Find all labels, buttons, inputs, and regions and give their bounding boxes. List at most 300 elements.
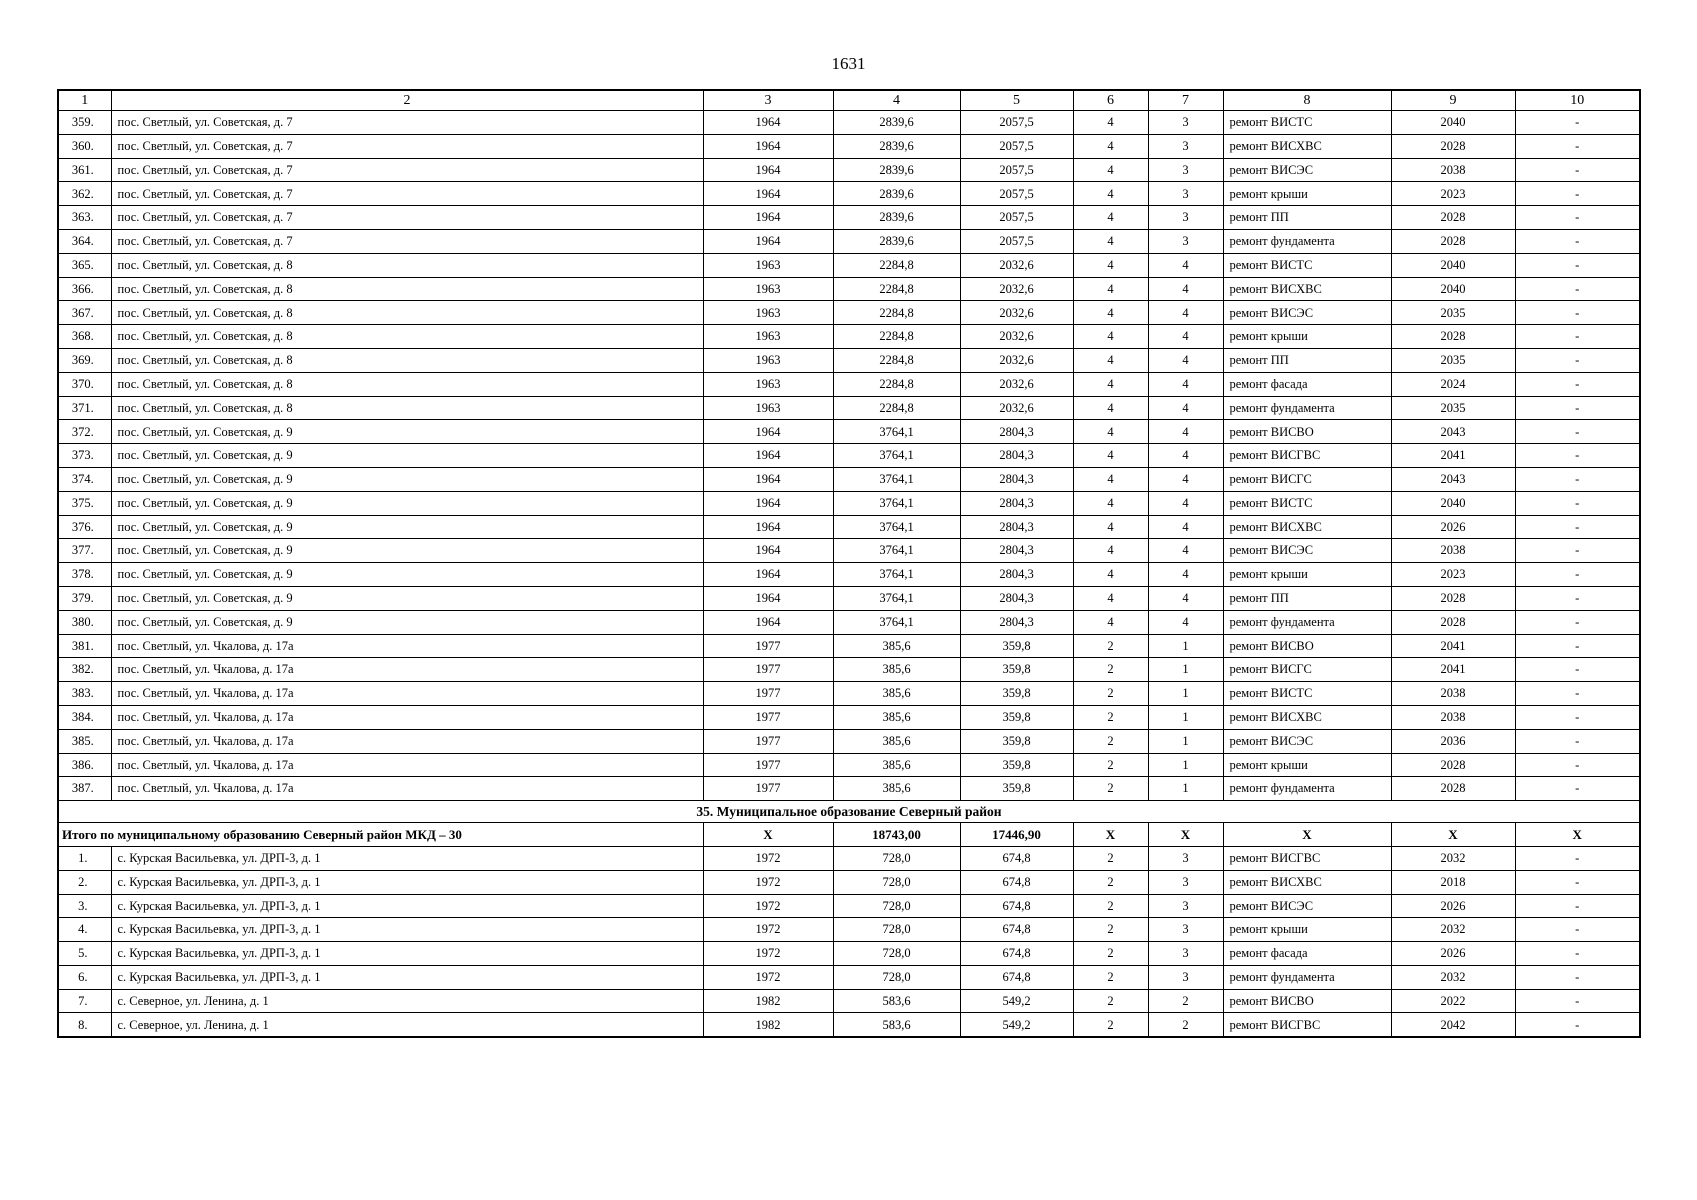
total-area-cell: 3764,1 [833, 467, 960, 491]
note-cell: - [1515, 965, 1640, 989]
note-cell: - [1515, 705, 1640, 729]
planned-year-cell: 2028 [1391, 325, 1515, 349]
planned-year-cell: 2028 [1391, 206, 1515, 230]
year-cell: 1977 [703, 705, 833, 729]
entrances-cell: 4 [1148, 420, 1223, 444]
floors-cell: 4 [1073, 229, 1148, 253]
address-cell: с. Северное, ул. Ленина, д. 1 [111, 989, 703, 1013]
year-cell: 1972 [703, 846, 833, 870]
entrances-cell: 4 [1148, 467, 1223, 491]
floors-cell: 4 [1073, 277, 1148, 301]
work-type-cell: ремонт фасада [1223, 942, 1391, 966]
table-row [58, 753, 1640, 777]
row-number-cell: 379. [58, 586, 111, 610]
note-cell: - [1515, 467, 1640, 491]
entrances-cell: 1 [1148, 634, 1223, 658]
floors-cell: 4 [1073, 348, 1148, 372]
work-type-cell: ремонт ПП [1223, 586, 1391, 610]
living-area-cell: 2057,5 [960, 111, 1073, 135]
entrances-cell: 1 [1148, 777, 1223, 801]
address-cell: пос. Светлый, ул. Советская, д. 8 [111, 396, 703, 420]
total-living-area: 17446,90 [960, 823, 1073, 847]
address-cell: пос. Светлый, ул. Советская, д. 8 [111, 301, 703, 325]
address-cell: с. Курская Васильевка, ул. ДРП-3, д. 1 [111, 846, 703, 870]
table-row [58, 134, 1640, 158]
total-entrances: X [1148, 823, 1223, 847]
row-number-cell: 1. [58, 846, 111, 870]
work-type-cell: ремонт ВИСХВС [1223, 705, 1391, 729]
total-area-cell: 728,0 [833, 965, 960, 989]
floors-cell: 4 [1073, 158, 1148, 182]
header-cell-planned-year: 9 [1391, 90, 1515, 111]
floors-cell: 2 [1073, 753, 1148, 777]
table-row [58, 1013, 1640, 1037]
floors-cell: 4 [1073, 539, 1148, 563]
planned-year-cell: 2038 [1391, 158, 1515, 182]
address-cell: пос. Светлый, ул. Советская, д. 9 [111, 610, 703, 634]
living-area-cell: 2032,6 [960, 253, 1073, 277]
note-cell: - [1515, 182, 1640, 206]
total-area-cell: 385,6 [833, 634, 960, 658]
row-number-cell: 384. [58, 705, 111, 729]
row-number-cell: 361. [58, 158, 111, 182]
table-row [58, 777, 1640, 801]
floors-cell: 4 [1073, 206, 1148, 230]
note-cell: - [1515, 158, 1640, 182]
floors-cell: 4 [1073, 253, 1148, 277]
floors-cell: 2 [1073, 918, 1148, 942]
total-area-cell: 728,0 [833, 846, 960, 870]
work-type-cell: ремонт фундамента [1223, 229, 1391, 253]
planned-year-cell: 2023 [1391, 182, 1515, 206]
floors-cell: 4 [1073, 325, 1148, 349]
address-cell: с. Курская Васильевка, ул. ДРП-3, д. 1 [111, 965, 703, 989]
year-cell: 1963 [703, 372, 833, 396]
note-cell: - [1515, 610, 1640, 634]
address-cell: пос. Светлый, ул. Советская, д. 8 [111, 372, 703, 396]
floors-cell: 2 [1073, 989, 1148, 1013]
total-area-cell: 728,0 [833, 942, 960, 966]
living-area-cell: 2804,3 [960, 515, 1073, 539]
total-area-cell: 3764,1 [833, 586, 960, 610]
work-type-cell: ремонт фундамента [1223, 777, 1391, 801]
year-cell: 1963 [703, 325, 833, 349]
total-area-cell: 2284,8 [833, 396, 960, 420]
table-row [58, 158, 1640, 182]
entrances-cell: 4 [1148, 301, 1223, 325]
floors-cell: 2 [1073, 634, 1148, 658]
entrances-cell: 4 [1148, 515, 1223, 539]
planned-year-cell: 2038 [1391, 705, 1515, 729]
total-year: X [703, 823, 833, 847]
row-number-cell: 364. [58, 229, 111, 253]
planned-year-cell: 2018 [1391, 870, 1515, 894]
address-cell: с. Курская Васильевка, ул. ДРП-3, д. 1 [111, 870, 703, 894]
living-area-cell: 2804,3 [960, 586, 1073, 610]
year-cell: 1964 [703, 229, 833, 253]
year-cell: 1964 [703, 420, 833, 444]
row-number-cell: 366. [58, 277, 111, 301]
planned-year-cell: 2043 [1391, 420, 1515, 444]
row-number-cell: 377. [58, 539, 111, 563]
address-cell: пос. Светлый, ул. Чкалова, д. 17а [111, 705, 703, 729]
planned-year-cell: 2041 [1391, 634, 1515, 658]
work-type-cell: ремонт ВИСГВС [1223, 1013, 1391, 1037]
header-cell-entrances: 7 [1148, 90, 1223, 111]
address-cell: пос. Светлый, ул. Советская, д. 8 [111, 348, 703, 372]
entrances-cell: 4 [1148, 444, 1223, 468]
total-area-cell: 2284,8 [833, 325, 960, 349]
note-cell: - [1515, 729, 1640, 753]
year-cell: 1964 [703, 111, 833, 135]
total-area-cell: 3764,1 [833, 610, 960, 634]
address-cell: пос. Светлый, ул. Чкалова, д. 17а [111, 729, 703, 753]
row-number-cell: 372. [58, 420, 111, 444]
floors-cell: 2 [1073, 658, 1148, 682]
year-cell: 1963 [703, 301, 833, 325]
table-row [58, 277, 1640, 301]
living-area-cell: 2804,3 [960, 491, 1073, 515]
note-cell: - [1515, 111, 1640, 135]
living-area-cell: 359,8 [960, 729, 1073, 753]
planned-year-cell: 2022 [1391, 989, 1515, 1013]
living-area-cell: 549,2 [960, 989, 1073, 1013]
row-number-cell: 2. [58, 870, 111, 894]
work-type-cell: ремонт ВИСВО [1223, 420, 1391, 444]
note-cell: - [1515, 134, 1640, 158]
total-area-cell: 3764,1 [833, 491, 960, 515]
floors-cell: 2 [1073, 705, 1148, 729]
work-type-cell: ремонт ВИСЭС [1223, 894, 1391, 918]
planned-year-cell: 2041 [1391, 444, 1515, 468]
section-title: 35. Муниципальное образование Северный район [58, 801, 1640, 823]
planned-year-cell: 2028 [1391, 134, 1515, 158]
year-cell: 1982 [703, 989, 833, 1013]
work-type-cell: ремонт ВИСТС [1223, 682, 1391, 706]
total-area: 18743,00 [833, 823, 960, 847]
total-area-cell: 385,6 [833, 658, 960, 682]
total-area-cell: 2284,8 [833, 277, 960, 301]
row-number-cell: 3. [58, 894, 111, 918]
planned-year-cell: 2028 [1391, 777, 1515, 801]
total-area-cell: 2284,8 [833, 348, 960, 372]
work-type-cell: ремонт крыши [1223, 753, 1391, 777]
note-cell: - [1515, 206, 1640, 230]
table-row [58, 846, 1640, 870]
total-area-cell: 2839,6 [833, 206, 960, 230]
entrances-cell: 4 [1148, 253, 1223, 277]
row-number-cell: 375. [58, 491, 111, 515]
table-row [58, 870, 1640, 894]
header-cell-floors: 6 [1073, 90, 1148, 111]
note-cell: - [1515, 753, 1640, 777]
entrances-cell: 1 [1148, 682, 1223, 706]
work-type-cell: ремонт ВИСВО [1223, 634, 1391, 658]
header-row [58, 90, 1640, 111]
note-cell: - [1515, 539, 1640, 563]
entrances-cell: 3 [1148, 965, 1223, 989]
note-cell: - [1515, 515, 1640, 539]
row-number-cell: 365. [58, 253, 111, 277]
total-area-cell: 728,0 [833, 918, 960, 942]
entrances-cell: 1 [1148, 729, 1223, 753]
table-row [58, 396, 1640, 420]
floors-cell: 4 [1073, 610, 1148, 634]
table-row [58, 705, 1640, 729]
living-area-cell: 359,8 [960, 705, 1073, 729]
work-type-cell: ремонт ВИСТС [1223, 111, 1391, 135]
living-area-cell: 2032,6 [960, 396, 1073, 420]
entrances-cell: 1 [1148, 658, 1223, 682]
note-cell: - [1515, 894, 1640, 918]
note-cell: - [1515, 229, 1640, 253]
work-type-cell: ремонт ВИСГВС [1223, 846, 1391, 870]
total-area-cell: 583,6 [833, 989, 960, 1013]
table-row [58, 658, 1640, 682]
address-cell: пос. Светлый, ул. Советская, д. 9 [111, 539, 703, 563]
floors-cell: 2 [1073, 1013, 1148, 1037]
year-cell: 1964 [703, 444, 833, 468]
planned-year-cell: 2042 [1391, 1013, 1515, 1037]
table-row [58, 467, 1640, 491]
living-area-cell: 674,8 [960, 918, 1073, 942]
address-cell: пос. Светлый, ул. Советская, д. 9 [111, 515, 703, 539]
work-type-cell: ремонт ВИСХВС [1223, 870, 1391, 894]
planned-year-cell: 2028 [1391, 610, 1515, 634]
planned-year-cell: 2023 [1391, 563, 1515, 587]
total-area-cell: 583,6 [833, 1013, 960, 1037]
row-number-cell: 368. [58, 325, 111, 349]
table-row [58, 539, 1640, 563]
planned-year-cell: 2032 [1391, 965, 1515, 989]
table-row [58, 942, 1640, 966]
floors-cell: 4 [1073, 563, 1148, 587]
entrances-cell: 3 [1148, 870, 1223, 894]
address-cell: пос. Светлый, ул. Чкалова, д. 17а [111, 682, 703, 706]
entrances-cell: 3 [1148, 846, 1223, 870]
note-cell: - [1515, 1013, 1640, 1037]
total-work-type: X [1223, 823, 1391, 847]
total-label: Итого по муниципальному образованию Северный район МКД – 30 [58, 823, 703, 847]
entrances-cell: 4 [1148, 563, 1223, 587]
table-row [58, 229, 1640, 253]
total-planned-year: X [1391, 823, 1515, 847]
row-number-cell: 363. [58, 206, 111, 230]
entrances-cell: 2 [1148, 1013, 1223, 1037]
total-area-cell: 385,6 [833, 777, 960, 801]
living-area-cell: 2032,6 [960, 372, 1073, 396]
total-area-cell: 2839,6 [833, 229, 960, 253]
year-cell: 1972 [703, 894, 833, 918]
entrances-cell: 3 [1148, 182, 1223, 206]
note-cell: - [1515, 846, 1640, 870]
year-cell: 1982 [703, 1013, 833, 1037]
planned-year-cell: 2024 [1391, 372, 1515, 396]
year-cell: 1977 [703, 682, 833, 706]
planned-year-cell: 2026 [1391, 515, 1515, 539]
note-cell: - [1515, 870, 1640, 894]
floors-cell: 4 [1073, 134, 1148, 158]
entrances-cell: 1 [1148, 705, 1223, 729]
floors-cell: 2 [1073, 777, 1148, 801]
year-cell: 1964 [703, 491, 833, 515]
floors-cell: 4 [1073, 444, 1148, 468]
year-cell: 1964 [703, 182, 833, 206]
note-cell: - [1515, 563, 1640, 587]
row-number-cell: 387. [58, 777, 111, 801]
planned-year-cell: 2032 [1391, 846, 1515, 870]
floors-cell: 4 [1073, 420, 1148, 444]
table-row [58, 325, 1640, 349]
work-type-cell: ремонт ВИСГС [1223, 658, 1391, 682]
year-cell: 1964 [703, 134, 833, 158]
address-cell: с. Северное, ул. Ленина, д. 1 [111, 1013, 703, 1037]
work-type-cell: ремонт фундамента [1223, 610, 1391, 634]
row-number-cell: 378. [58, 563, 111, 587]
note-cell: - [1515, 989, 1640, 1013]
address-cell: пос. Светлый, ул. Советская, д. 7 [111, 158, 703, 182]
floors-cell: 4 [1073, 372, 1148, 396]
row-number-cell: 380. [58, 610, 111, 634]
entrances-cell: 4 [1148, 277, 1223, 301]
address-cell: пос. Светлый, ул. Советская, д. 7 [111, 111, 703, 135]
living-area-cell: 2057,5 [960, 158, 1073, 182]
total-area-cell: 3764,1 [833, 563, 960, 587]
note-cell: - [1515, 420, 1640, 444]
address-cell: пос. Светлый, ул. Советская, д. 9 [111, 491, 703, 515]
work-type-cell: ремонт фасада [1223, 372, 1391, 396]
table-row [58, 206, 1640, 230]
total-area-cell: 385,6 [833, 753, 960, 777]
year-cell: 1963 [703, 277, 833, 301]
note-cell: - [1515, 682, 1640, 706]
planned-year-cell: 2035 [1391, 396, 1515, 420]
row-number-cell: 369. [58, 348, 111, 372]
entrances-cell: 4 [1148, 491, 1223, 515]
total-note: X [1515, 823, 1640, 847]
entrances-cell: 4 [1148, 372, 1223, 396]
work-type-cell: ремонт ВИСЭС [1223, 158, 1391, 182]
address-cell: пос. Светлый, ул. Советская, д. 7 [111, 134, 703, 158]
header-cell-work-type: 8 [1223, 90, 1391, 111]
floors-cell: 4 [1073, 396, 1148, 420]
work-type-cell: ремонт фундамента [1223, 396, 1391, 420]
work-type-cell: ремонт ВИСХВС [1223, 515, 1391, 539]
note-cell: - [1515, 325, 1640, 349]
year-cell: 1977 [703, 634, 833, 658]
entrances-cell: 3 [1148, 134, 1223, 158]
table-row [58, 729, 1640, 753]
work-type-cell: ремонт крыши [1223, 563, 1391, 587]
floors-cell: 4 [1073, 515, 1148, 539]
note-cell: - [1515, 253, 1640, 277]
work-type-cell: ремонт ВИСТС [1223, 253, 1391, 277]
work-type-cell: ремонт ВИСГС [1223, 467, 1391, 491]
table-row [58, 918, 1640, 942]
work-type-cell: ремонт фундамента [1223, 965, 1391, 989]
living-area-cell: 2804,3 [960, 444, 1073, 468]
year-cell: 1963 [703, 396, 833, 420]
floors-cell: 4 [1073, 111, 1148, 135]
work-type-cell: ремонт ВИСЭС [1223, 301, 1391, 325]
total-area-cell: 2839,6 [833, 111, 960, 135]
work-type-cell: ремонт ВИСГВС [1223, 444, 1391, 468]
planned-year-cell: 2032 [1391, 918, 1515, 942]
address-cell: пос. Светлый, ул. Советская, д. 9 [111, 420, 703, 444]
floors-cell: 4 [1073, 301, 1148, 325]
table-row [58, 372, 1640, 396]
planned-year-cell: 2028 [1391, 753, 1515, 777]
row-number-cell: 383. [58, 682, 111, 706]
note-cell: - [1515, 777, 1640, 801]
header-cell-address: 2 [111, 90, 703, 111]
entrances-cell: 3 [1148, 229, 1223, 253]
row-number-cell: 5. [58, 942, 111, 966]
table-row [58, 444, 1640, 468]
year-cell: 1964 [703, 586, 833, 610]
row-number-cell: 4. [58, 918, 111, 942]
entrances-cell: 3 [1148, 206, 1223, 230]
year-cell: 1972 [703, 870, 833, 894]
address-cell: пос. Светлый, ул. Чкалова, д. 17а [111, 753, 703, 777]
address-cell: пос. Светлый, ул. Советская, д. 8 [111, 325, 703, 349]
row-number-cell: 376. [58, 515, 111, 539]
living-area-cell: 2057,5 [960, 206, 1073, 230]
table-row [58, 965, 1640, 989]
floors-cell: 2 [1073, 870, 1148, 894]
total-area-cell: 3764,1 [833, 444, 960, 468]
living-area-cell: 674,8 [960, 942, 1073, 966]
table-row [58, 515, 1640, 539]
living-area-cell: 359,8 [960, 634, 1073, 658]
planned-year-cell: 2040 [1391, 277, 1515, 301]
planned-year-cell: 2035 [1391, 348, 1515, 372]
address-cell: пос. Светлый, ул. Чкалова, д. 17а [111, 634, 703, 658]
total-area-cell: 3764,1 [833, 515, 960, 539]
table-row [58, 894, 1640, 918]
entrances-cell: 1 [1148, 753, 1223, 777]
total-area-cell: 385,6 [833, 682, 960, 706]
header-cell-total-area: 4 [833, 90, 960, 111]
row-number-cell: 367. [58, 301, 111, 325]
total-area-cell: 728,0 [833, 870, 960, 894]
planned-year-cell: 2040 [1391, 491, 1515, 515]
floors-cell: 2 [1073, 942, 1148, 966]
row-number-cell: 359. [58, 111, 111, 135]
work-type-cell: ремонт крыши [1223, 918, 1391, 942]
address-cell: пос. Светлый, ул. Советская, д. 9 [111, 467, 703, 491]
entrances-cell: 4 [1148, 586, 1223, 610]
row-number-cell: 7. [58, 989, 111, 1013]
total-row [58, 823, 1640, 847]
entrances-cell: 3 [1148, 918, 1223, 942]
header-cell-row-number: 1 [58, 90, 111, 111]
year-cell: 1964 [703, 158, 833, 182]
row-number-cell: 374. [58, 467, 111, 491]
row-number-cell: 370. [58, 372, 111, 396]
floors-cell: 2 [1073, 894, 1148, 918]
row-number-cell: 360. [58, 134, 111, 158]
total-area-cell: 385,6 [833, 705, 960, 729]
table-row [58, 610, 1640, 634]
total-area-cell: 3764,1 [833, 420, 960, 444]
living-area-cell: 2057,5 [960, 229, 1073, 253]
floors-cell: 2 [1073, 682, 1148, 706]
note-cell: - [1515, 658, 1640, 682]
address-cell: пос. Светлый, ул. Советская, д. 9 [111, 444, 703, 468]
row-number-cell: 6. [58, 965, 111, 989]
living-area-cell: 359,8 [960, 777, 1073, 801]
